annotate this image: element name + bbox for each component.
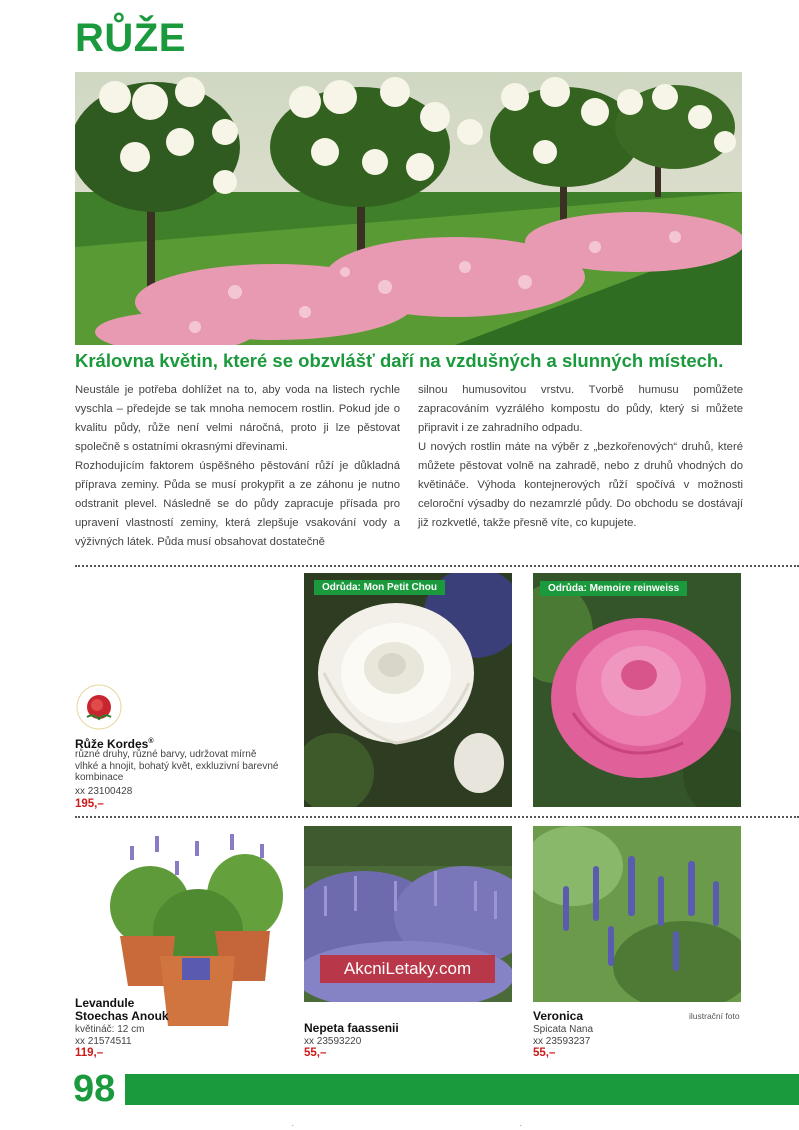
product-name-lavender xyxy=(75,997,169,1023)
product-name-veronica: Veronica xyxy=(533,1009,584,1023)
product-price: 119,– xyxy=(75,1047,104,1059)
product-price: 55,– xyxy=(304,1047,327,1059)
product-name-nepeta: Nepeta faassenii xyxy=(304,1021,399,1035)
paragraph: Neustále je potřeba dohlížet na to, aby voda na listech rychle vyschla – předejde se tak mnoha nemocem rostlin. Pokud jde o kvalitu půdy, růže není velmi náročná, proto ji lze pěstovat společně s ostatními okrasnými dřevinami. xyxy=(75,384,400,453)
illustration-note: ilustrační foto xyxy=(689,1011,740,1021)
paragraph: Rozhodujícím faktorem úspěšného pěstování růží je důkladná příprava zeminy. Půda se musí prokypřit a ze záhonu je nutno odstranit plevel. Následně se do půdy zapracuje přísada pro upravení vlastností zeminy, která zlepšuje vsakování vody a výživných látek. Půda musí obsahovat dostatečně xyxy=(75,460,400,548)
paragraph: silnou humusovitou vrstvu. Tvorbě humusu pomůžete zapracováním vyzrálého kompostu do půdy, který si můžete připravit i ze zahradního odpadu. xyxy=(418,384,743,434)
product-name-text: Růže Kordes xyxy=(75,737,149,751)
watermark: AkcniLetaky.com xyxy=(320,955,495,983)
kordes-logo xyxy=(75,683,123,731)
dot-mark: . xyxy=(292,1122,294,1128)
product-price: 195,– xyxy=(75,798,104,810)
text-column-2 xyxy=(418,381,743,533)
paragraph: U nových rostlin máte na výběr z „bezkořenových“ druhů, které můžete pěstovat volně na zahradě, nebo z druhů vhodných do květináče. Výhoda kontejnerových růží spočívá v možnosti celoroční výsadby do nezamrzlé půdy. Do obchodu se dostávají již rozkvetlé, takže přesně víte, co kupujete. xyxy=(418,441,743,529)
variety-tag: Odrůda: Memoire reinweiss xyxy=(540,581,687,596)
page-number: 98 xyxy=(73,1068,116,1110)
product-price: 55,– xyxy=(533,1047,556,1059)
variety-tag: Odrůda: Mon Petit Chou xyxy=(314,580,445,595)
photo-white-rose xyxy=(304,573,512,807)
product-code: xx 23593220 xyxy=(304,1036,362,1047)
dotted-divider xyxy=(75,565,799,567)
text-column-1 xyxy=(75,381,400,552)
dotted-divider xyxy=(75,816,799,818)
product-detail: květináč: 12 cm xyxy=(75,1024,145,1035)
photo-pink-rose xyxy=(533,573,741,807)
page-title: RŮŽE xyxy=(75,16,186,60)
photo-veronica xyxy=(533,826,741,1002)
footer-bar xyxy=(125,1074,799,1105)
registered-mark: ® xyxy=(148,738,154,745)
product-code: xx 23593237 xyxy=(533,1036,591,1047)
product-name-line: Stoechas Anouk xyxy=(75,1009,169,1023)
product-detail: Spicata Nana xyxy=(533,1024,594,1035)
hero-photo xyxy=(75,72,742,345)
dot-mark: . xyxy=(520,1122,522,1128)
product-code: xx 21574511 xyxy=(75,1036,132,1047)
product-name-line: Levandule xyxy=(75,996,135,1010)
page-subtitle: Královna květin, které se obzvlášť daří na vzdušných a slunných místech. xyxy=(75,350,724,371)
product-description: různé druhy, různé barvy, udržovat mírně vlhké a hnojit, bohatý květ, exkluzivní barevné kombinace xyxy=(75,749,279,783)
product-code: xx 23100428 xyxy=(75,786,133,797)
